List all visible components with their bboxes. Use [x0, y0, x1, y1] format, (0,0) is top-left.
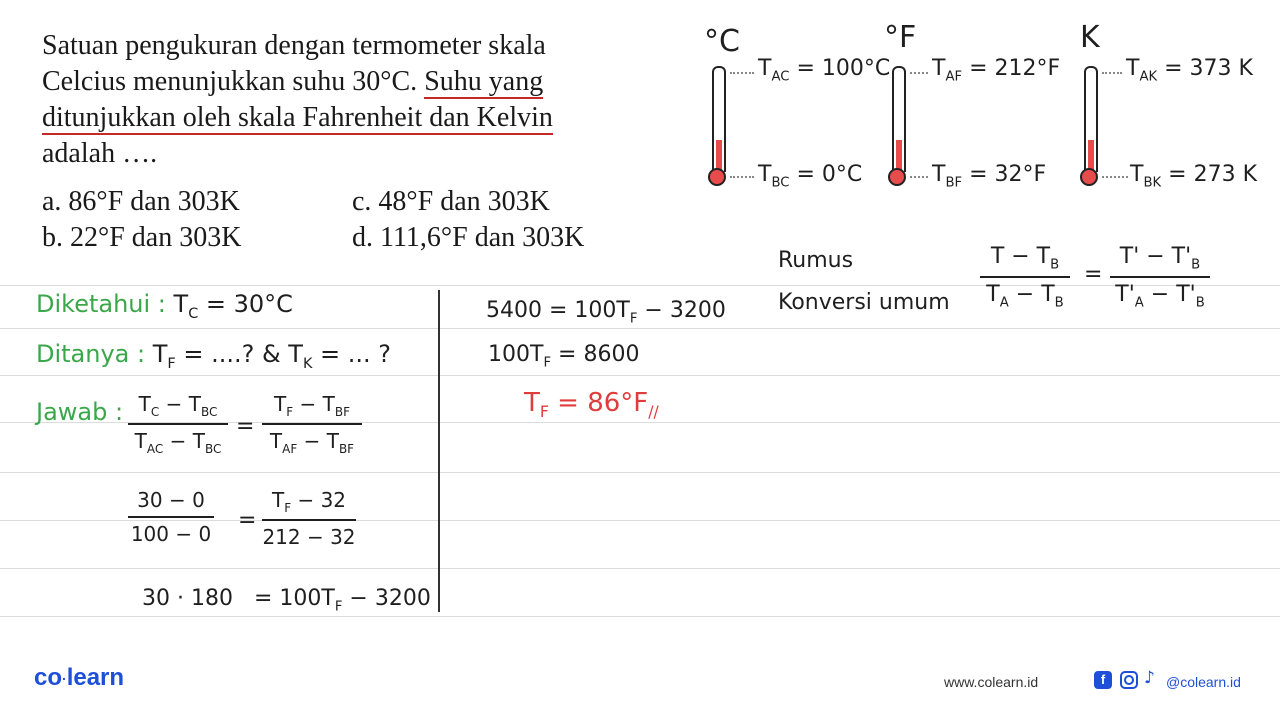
ruled-line	[0, 472, 1280, 473]
instagram-icon[interactable]	[1120, 671, 1138, 689]
ditanya-row: Ditanya : $T_F$ = ....? & $T_K$ = ... ?	[36, 340, 392, 372]
ruled-line	[0, 568, 1280, 569]
equation-2-left-fraction: 30 − 0 100 − 0	[128, 488, 214, 546]
option-b: b. 22°F dan 303K	[42, 222, 242, 253]
kelvin-bottom-value: $T_{BK} = 273$ K	[1130, 162, 1257, 191]
kelvin-bulb-icon	[1080, 168, 1098, 186]
equation-4: $5400 = 100T_F - 3200$	[486, 298, 726, 327]
ruled-line	[0, 616, 1280, 617]
kelvin-top-marker	[1102, 72, 1122, 74]
equation-1-equals: =	[236, 414, 255, 439]
fahrenheit-top-value: $T_{AF} = 212^\circ F$	[932, 56, 1061, 85]
option-a: a. 86°F dan 303K	[42, 186, 240, 217]
colearn-logo: co·learn	[34, 664, 125, 691]
equation-3: 30 · 180 = $100T_F - 3200$	[142, 586, 431, 615]
fahrenheit-label: °F	[884, 20, 917, 55]
kelvin-top-value: $T_{AK} = 373$ K	[1126, 56, 1253, 85]
ruled-line	[0, 375, 1280, 376]
website-link[interactable]: www.colearn.id	[944, 674, 1039, 690]
celsius-top-value: $T_{AC} = 100^\circ C$	[758, 56, 891, 85]
fahrenheit-bottom-value: $T_{BF} = 32^\circ F$	[932, 162, 1047, 191]
celsius-label: °C	[704, 24, 740, 59]
fahrenheit-bottom-marker	[910, 176, 928, 178]
question-line-1: Satuan pengukuran dengan termometer skala	[42, 30, 546, 61]
option-d: d. 111,6°F dan 303K	[352, 222, 585, 253]
social-handle[interactable]: @colearn.id	[1166, 674, 1241, 690]
formula-fraction-right: $T' - T'_B$ $T'_A - T'_B$	[1110, 244, 1210, 311]
ruled-line	[0, 328, 1280, 329]
facebook-icon[interactable]: f	[1094, 671, 1112, 689]
fahrenheit-top-marker	[910, 72, 928, 74]
equation-1-right-fraction: $T_F - T_{BF}$ $T_{AF} - T_{BF}$	[262, 392, 362, 456]
equation-5: $100T_F = 8600$	[488, 342, 640, 371]
diketahui-row: Diketahui : $T_C = 30^\circ C$	[36, 290, 293, 322]
formula-equals: =	[1084, 262, 1103, 287]
equation-2-right-fraction: $T_F - 32$ 212 − 32	[262, 488, 356, 549]
question-line-4: adalah ….	[42, 138, 158, 169]
tiktok-icon[interactable]: ♪	[1144, 668, 1155, 688]
jawab-label: Jawab :	[36, 398, 124, 426]
celsius-bulb-icon	[708, 168, 726, 186]
formula-label-konversi: Konversi umum	[778, 290, 950, 315]
equation-1-left-fraction: $T_C - T_{BC}$ $T_{AC} - T_{BC}$	[128, 392, 228, 456]
celsius-top-marker	[730, 72, 754, 74]
question-block	[42, 28, 682, 172]
column-divider	[438, 290, 440, 612]
fahrenheit-bulb-icon	[888, 168, 906, 186]
equation-2-equals: =	[238, 508, 257, 533]
celsius-bottom-marker	[730, 176, 754, 178]
kelvin-bottom-marker	[1102, 176, 1128, 178]
question-line-2: Celcius menunjukkan suhu 30°C. Suhu yang	[42, 66, 544, 97]
question-line-3: ditunjukkan oleh skala Fahrenheit dan Kelvin	[42, 102, 553, 133]
celsius-bottom-value: $T_{BC} = 0^\circ C$	[758, 162, 863, 191]
final-answer: $T_F = 86^\circ F_{//}$	[524, 388, 659, 422]
option-c: c. 48°F dan 303K	[352, 186, 550, 217]
kelvin-label: K	[1080, 20, 1100, 55]
formula-fraction-left: $T - T_B$ $T_A - T_B$	[980, 244, 1070, 311]
formula-label-rumus: Rumus	[778, 248, 854, 273]
